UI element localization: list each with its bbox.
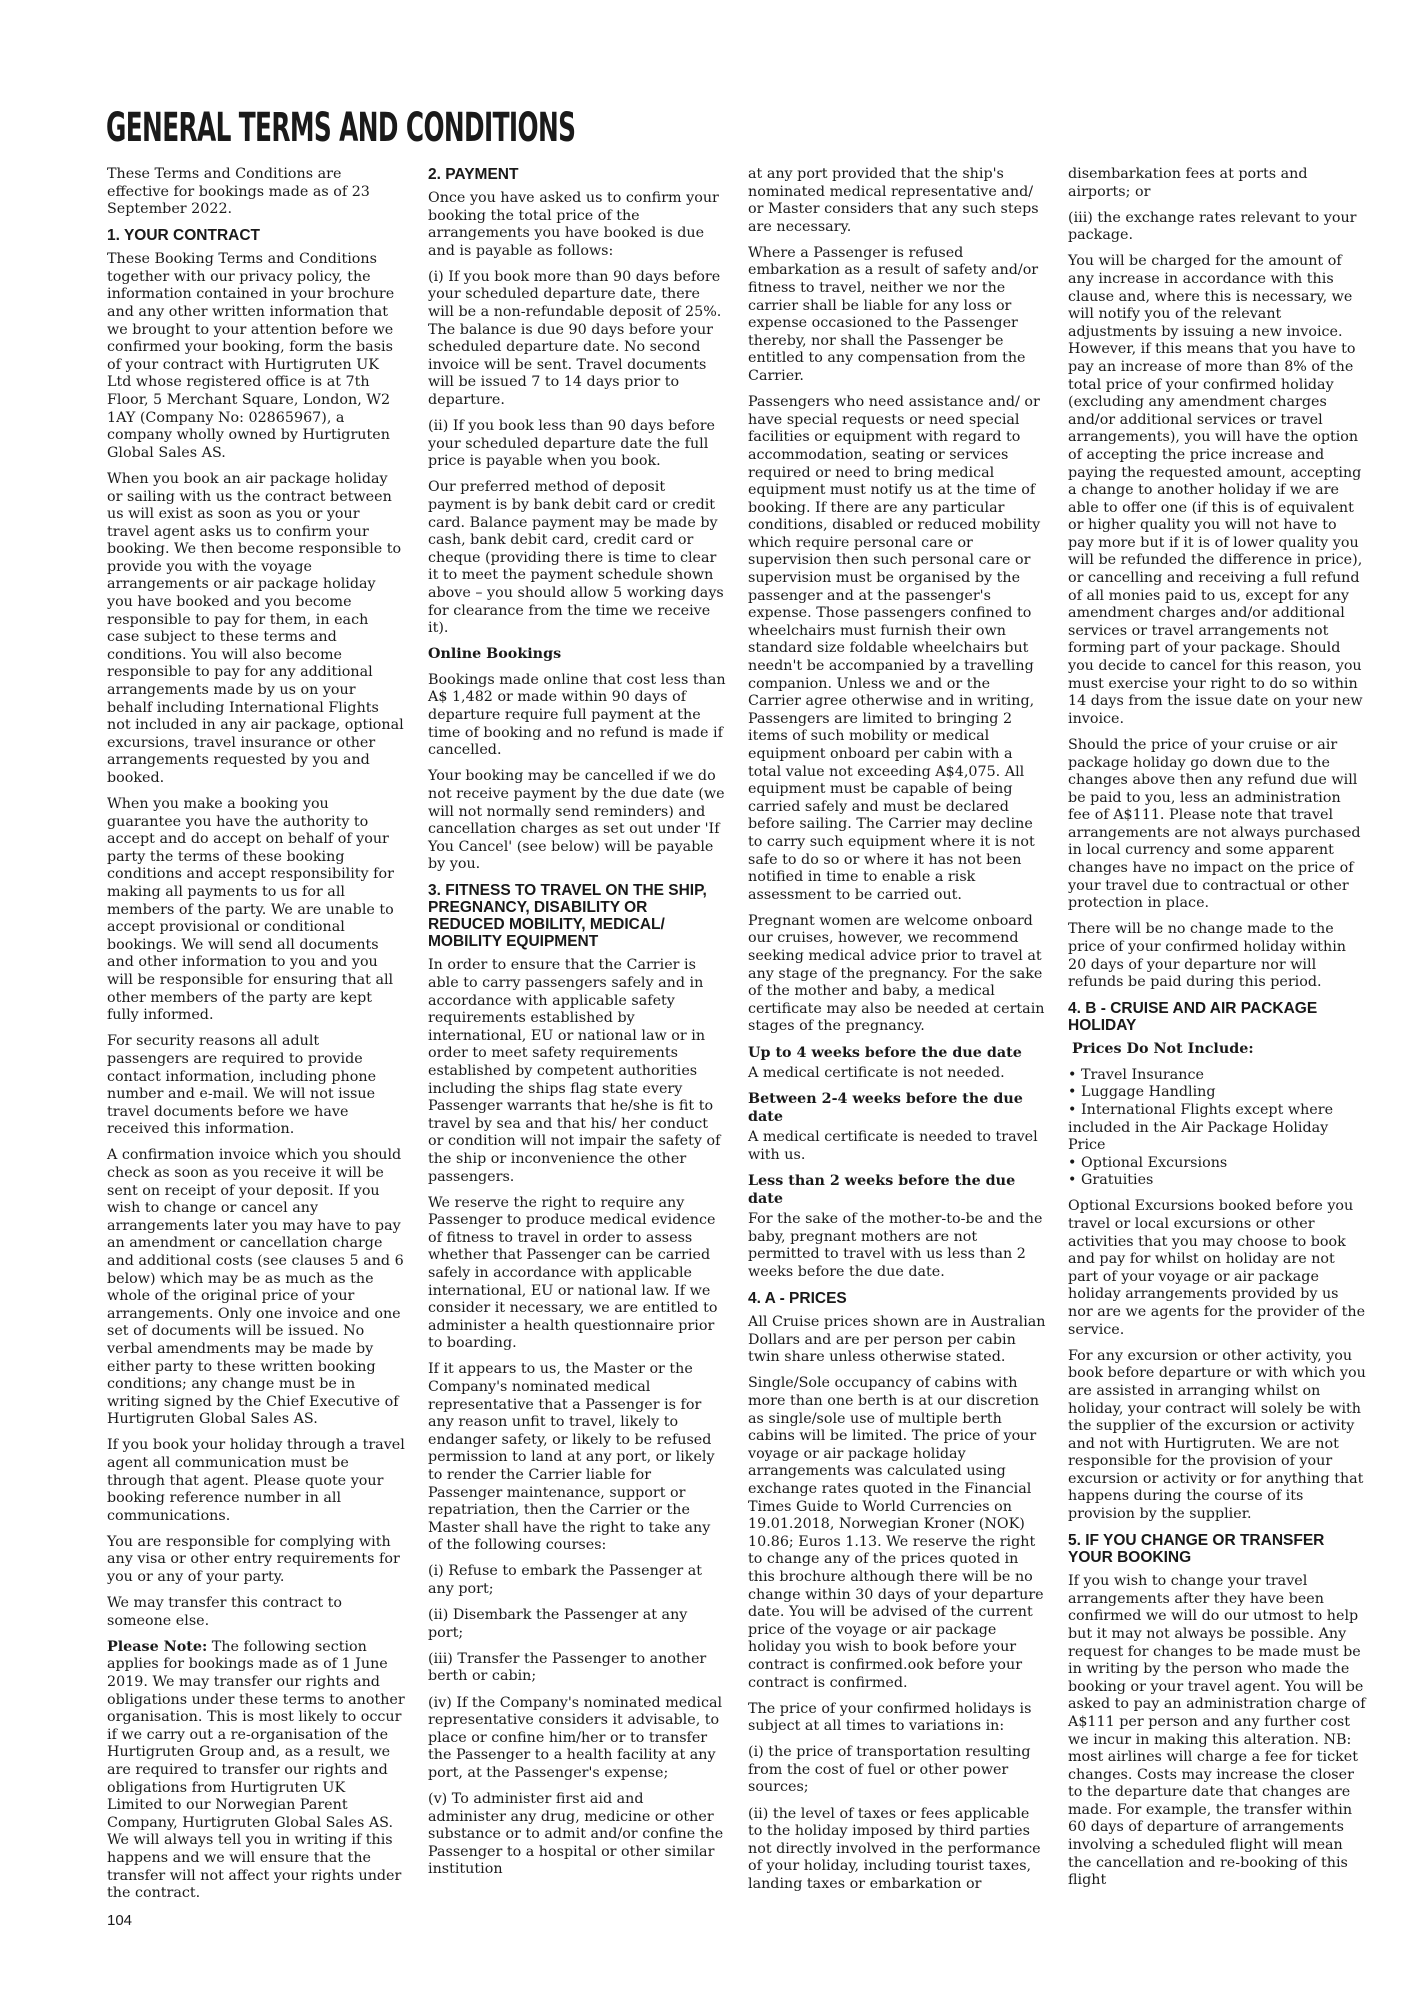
paragraph: For any excursion or other activity, you book before departure or with which you are assisted in arranging whilst on holiday, your contract will solely be with the supplier of the excursion or activity and not with Hurtigruten. We are not responsible for the provision of your excursion or activity or for anything that happens during the course of its provision by the supplier. (1068, 1347, 1366, 1523)
paragraph: If you book your holiday through a travel agent all communication must be through that agent. Please quote your booking reference number in all communications. (107, 1437, 405, 1524)
paragraph: If it appears to us, the Master or the Company's nominated medical representative that a Passenger is for any reason unfit to travel, likely to endanger safety, or likely to be refused permission to land at any port, or likely to render the Carrier liable for Passenger maintenance, support or repatriation, then the Carrier or the Master shall have the right to take any of the following courses: (428, 1361, 715, 1554)
subheading-online-bookings: Online Bookings (428, 646, 562, 663)
paragraph: (v) To administer first aid and administer any drug, medicine or other substance or to admit and/or confine the Passenger to a hospital or other similar institution (428, 1791, 724, 1878)
page-title: GENERAL TERMS AND CONDITIONS (106, 105, 576, 151)
section-heading-change-transfer: 5. IF YOU CHANGE OR TRANSFER YOUR BOOKING (1068, 1532, 1325, 1567)
paragraph: When you make a booking you guarantee you have the authority to accept and do accept on behalf of your party the terms of these booking conditions and accept responsibility for making all payments to us for all members of the party. We are unable to accept provisional or conditional bookings. We will send all documents and other information to you and you will be responsible for ensuring that all other members of the party are kept fully informed. (107, 796, 394, 1024)
paragraph: We may transfer this contract to someone else. (107, 1595, 342, 1629)
please-note-text: The following section applies for bookings made as of 1 June 2019. We may transfer our rights and obligations under these terms to another organisation. This is most likely to occur if we carry out a re-organisation of the Hurtigruten Group and, as a result, we are required to transfer our rights and obligations from Hurtigruten UK Limited to our Norwegian Parent Company, Hurtigruten Global Sales AS. We will always tell you in writing if this happens and we will ensure that the transfer will not affect your rights under the contract. (107, 1638, 405, 1902)
paragraph: (i) Refuse to embark the Passenger at any port; (428, 1563, 703, 1598)
column-3 (748, 166, 1046, 1902)
column-2 (428, 166, 726, 1887)
paragraph: disembarkation fees at ports and airports; or (1068, 166, 1308, 200)
paragraph: Passengers who need assistance and/ or have special requests or need special facilities or equipment with regard to accommodation, seating or services required or need to bring medical equipment must notify us at the time of booking. If there are any particular conditions, disabled or reduced mobility which require personal care or supervision then such personal care or supervision must be organised by the passenger and at the passenger's expense. Those passengers confined to wheelchairs must furnish their own standard size foldable wheelchairs but needn't be accompanied by a travelling companion. Unless we and or the Carrier agree otherwise and in writing, Passengers are limited to bringing 2 items of such mobility or medical equipment onboard per cabin with a total value not exceeding A$4,075. All equipment must be capable of being carried safely and must be declared before sailing. The Carrier may decline to carry such equipment where it is not safe to do so or where it has not been notified in time to enable a risk assessment to be carried out. (748, 394, 1041, 903)
paragraph: (iv) If the Company's nominated medical representative considers it advisable, to place or confine him/her or to transfer the Passenger to a health facility at any port, at the Passenger's expense; (428, 1694, 723, 1781)
paragraph: Our preferred method of deposit payment is by bank debit card or credit card. Balance payment may be made by cash, bank debit card, credit card or cheque (providing there is time to clear it to meet the payment schedule shown above – you should allow 5 working days for clearance from the time we receive it). (428, 479, 724, 637)
paragraph: You will be charged for the amount of any increase in accordance with this clause and, where this is necessary, we will notify you of the relevant adjustments by issuing a new invoice. However, if this means that you have to pay an increase of more than 8% of the total price of your confirmed holiday (excluding any amendment charges and/or additional services or travel arrangements), you will have the option of accepting the price increase and paying the requested amount, accepting a change to another holiday if we are able to offer one (if this is of equivalent or higher quality you will not have to pay more but if it is of lower quality you will be refunded the difference in price), or cancelling and receiving a full refund of all monies paid to us, except for any amendment charges and/or additional services or travel arrangements not forming part of your package. Should you decide to cancel for this reason, you must exercise your right to do so within 14 days from the issue date on your new invoice. (1068, 253, 1363, 727)
subheading-less-than-2-weeks: Less than 2 weeks before the due date (748, 1173, 1016, 1207)
paragraph: If you wish to change your travel arrangements after they have been confirmed we will do our utmost to help but it may not always be possible. Any request for changes to be made must be in writing by the person who made the booking or your travel agent. You will be asked to pay an administration charge of A$111 per person and any further cost we incur in making this alteration. NB: most airlines will charge a fee for ticket changes. Costs may increase the closer to the departure date that changes are made. For example, the transfer within 60 days of departure of arrangements involving a scheduled flight will mean the cancellation and re-booking of this flight (1068, 1573, 1366, 1889)
please-note-paragraph (107, 1639, 405, 1903)
paragraph: Where a Passenger is refused embarkation as a result of safety and/or fitness to travel, neither we nor the carrier shall be liable for any loss or expense occasioned to the Passenger thereby, nor shall the Passenger be entitled to any compensation from the Carrier. (748, 244, 1039, 385)
page-number: 104 (107, 1912, 133, 1929)
subheading-between-2-4-weeks: Between 2-4 weeks before the due date (748, 1091, 1023, 1125)
section-heading-prices: 4. A - PRICES (748, 1290, 847, 1308)
paragraph: Single/Sole occupancy of cabins with more than one berth is at our discretion as single/sole use of multiple berth cabins will be limited. The price of your voyage or air package holiday arrangements was calculated using exchange rates quoted in the Financial Times Guide to World Currencies on 19.01.2018, Norwegian Kroner (NOK) 10.86; Euros 1.13. We reserve the right to change any of the prices quoted in this brochure although there will be no change within 30 days of your departure date. You will be advised of the current price of the voyage or air package holiday you wish to book before your contract is confirmed.ook before your contract is confirmed. (748, 1375, 1044, 1691)
paragraph: We reserve the right to require any Passenger to produce medical evidence of fitness to travel in order to assess whether that Passenger can be carried safely in accordance with applicable international, EU or national law. If we consider it necessary, we are entitled to administer a health questionnaire prior to boarding. (428, 1194, 718, 1352)
list-item: • Gratuities (1068, 1172, 1154, 1189)
paragraph: Once you have asked us to confirm your booking the total price of the arrangements you have booked is due and is payable as follows: (428, 190, 719, 259)
section-heading-payment: 2. PAYMENT (428, 166, 519, 183)
paragraph: Your booking may be cancelled if we do not receive payment by the due date (we will not normally send reminders) and cancellation charges as set out under 'If You Cancel' (see below) will be payable by you. (428, 768, 725, 873)
paragraph: For the sake of the mother-to-be and the baby, pregnant mothers are not permitted to travel with us less than 2 weeks before the due date. (748, 1211, 1043, 1281)
list-item: • International Flights except where included in the Air Package Holiday Price (1068, 1102, 1334, 1154)
paragraph: (ii) Disembark the Passenger at any port; (428, 1607, 688, 1641)
excluded-items-list (1068, 1067, 1366, 1190)
paragraph: at any port provided that the ship's nominated medical representative and/ or Master considers that any such steps are necessary. (748, 166, 1039, 235)
paragraph: (i) If you book more than 90 days before your scheduled departure date, there will be a non-refundable deposit of 25%. The balance is due 90 days before your scheduled departure date. No second invoice will be sent. Travel documents will be issued 7 to 14 days prior to departure. (428, 268, 722, 409)
paragraph: When you book an air package holiday or sailing with us the contract between us will exist as soon as you or your travel agent asks us to confirm your booking. We then become responsible to provide you with the voyage arrangements or air package holiday you have booked and you become responsible to pay for them, in each case subject to these terms and conditions. You will also become responsible to pay for any additional arrangements made by us on your behalf including International Flights not included in any air package, optional excursions, travel insurance or other arrangements requested by you and booked. (107, 470, 404, 786)
paragraph: Pregnant women are welcome onboard our cruises, however, we recommend seeking medical advice prior to travel at any stage of the pregnancy. For the sake of the mother and baby, a medical certificate may also be needed at certain stages of the pregnancy. (748, 912, 1045, 1035)
list-item: • Luggage Handling (1068, 1084, 1216, 1101)
paragraph: Bookings made online that cost less than A$ 1,482 or made within 90 days of departure require full payment at the time of booking and no refund is made if cancelled. (428, 671, 726, 759)
paragraph: These Booking Terms and Conditions together with our privacy policy, the information contained in your brochure and any other written information that we brought to your attention before we confirmed your booking, form the basis of your contract with Hurtigruten UK Ltd whose registered office is at 7th Floor, 5 Merchant Square, London, W2 1AY (Company No: 02865967), a company wholly owned by Hurtigruten Global Sales AS. (107, 251, 395, 461)
paragraph: A confirmation invoice which you should check as soon as you receive it will be sent on receipt of your deposit. If you wish to change or cancel any arrangements later you may have to pay an amendment or cancellation charge and additional costs (see clauses 5 and 6 below) which may be as much as the whole of the original price of your arrangements. Only one invoice and one set of documents will be issued. No verbal amendments may be made by either party to these written booking conditions; any change must be in writing signed by the Chief Executive of Hurtigruten Global Sales AS. (107, 1147, 404, 1428)
list-item: • Optional Excursions (1068, 1154, 1228, 1171)
paragraph: (iii) the exchange rates relevant to your package. (1068, 209, 1357, 244)
section-heading-fitness: 3. FITNESS TO TRAVEL ON THE SHIP, PREGNANCY, DISABILITY OR REDUCED MOBILITY, MEDICAL/ MOBILITY EQUIPMENT (428, 882, 707, 951)
paragraph: Optional Excursions booked before you travel or local excursions or other activities that you may choose to book and pay for whilst on holiday are not part of your voyage or air package holiday arrangements provided by us nor are we agents for the provider of the service. (1068, 1198, 1366, 1338)
paragraph: In order to ensure that the Carrier is able to carry passengers safely and in accordance with applicable safety requirements established by international, EU or national law or in order to meet safety requirements established by competent authorities including the ships flag state every Passenger warrants that he/she is fit to travel by sea and that his/ her conduct or condition will not impair the safety of the ship or inconvenience the other passengers. (428, 957, 721, 1185)
paragraph: All Cruise prices shown are in Australian Dollars and are per person per cabin twin share unless otherwise stated. (748, 1314, 1046, 1366)
paragraph: (ii) If you book less than 90 days before your scheduled departure date the full price is payable when you book. (428, 418, 715, 470)
paragraph: For security reasons all adult passengers are required to provide contact information, including phone number and e-mail. We will not issue travel documents before we have received this information. (107, 1033, 377, 1138)
paragraph: The price of your confirmed holidays is subject at all times to variations in: (748, 1700, 1032, 1735)
paragraph: A medical certificate is needed to travel with us. (748, 1129, 1038, 1163)
paragraph: Should the price of your cruise or air package holiday go down due to the changes above then any refund due will be paid to you, less an administration fee of A$111. Please note that travel arrangements are not always purchased in local currency and some apparent changes have no impact on the price of your travel due to contractual or other protection in place. (1068, 736, 1361, 912)
column-4 (1068, 166, 1366, 1898)
paragraph: (i) the price of transportation resulting from the cost of fuel or other power sources; (748, 1744, 1031, 1796)
section-heading-cruise-air: 4. B - CRUISE AND AIR PACKAGE HOLIDAY (1068, 1000, 1318, 1035)
list-item: • Travel Insurance (1068, 1066, 1204, 1083)
subheading-prices-do-not-include: Prices Do Not Include: (1072, 1041, 1254, 1058)
please-note-label: Please Note: (107, 1638, 208, 1655)
paragraph: There will be no change made to the price of your confirmed holiday within 20 days of your departure nor will refunds be paid during this period. (1068, 921, 1346, 991)
column-1 (107, 166, 405, 1911)
subheading-up-to-4-weeks: Up to 4 weeks before the due date (748, 1044, 1022, 1061)
paragraph: (ii) the level of taxes or fees applicable to the holiday imposed by third parties not directly involved in the performance of your holiday, including tourist taxes, landing taxes or embarkation or (748, 1805, 1041, 1892)
paragraph: You are responsible for complying with any visa or other entry requirements for you or any of your party. (107, 1533, 400, 1586)
paragraph: A medical certificate is not needed. (748, 1065, 1005, 1082)
intro-paragraph: These Terms and Conditions are effective for bookings made as of 23 September 2022. (107, 166, 370, 218)
paragraph: (iii) Transfer the Passenger to another berth or cabin; (428, 1650, 707, 1685)
section-heading-contract: 1. YOUR CONTRACT (107, 227, 261, 245)
